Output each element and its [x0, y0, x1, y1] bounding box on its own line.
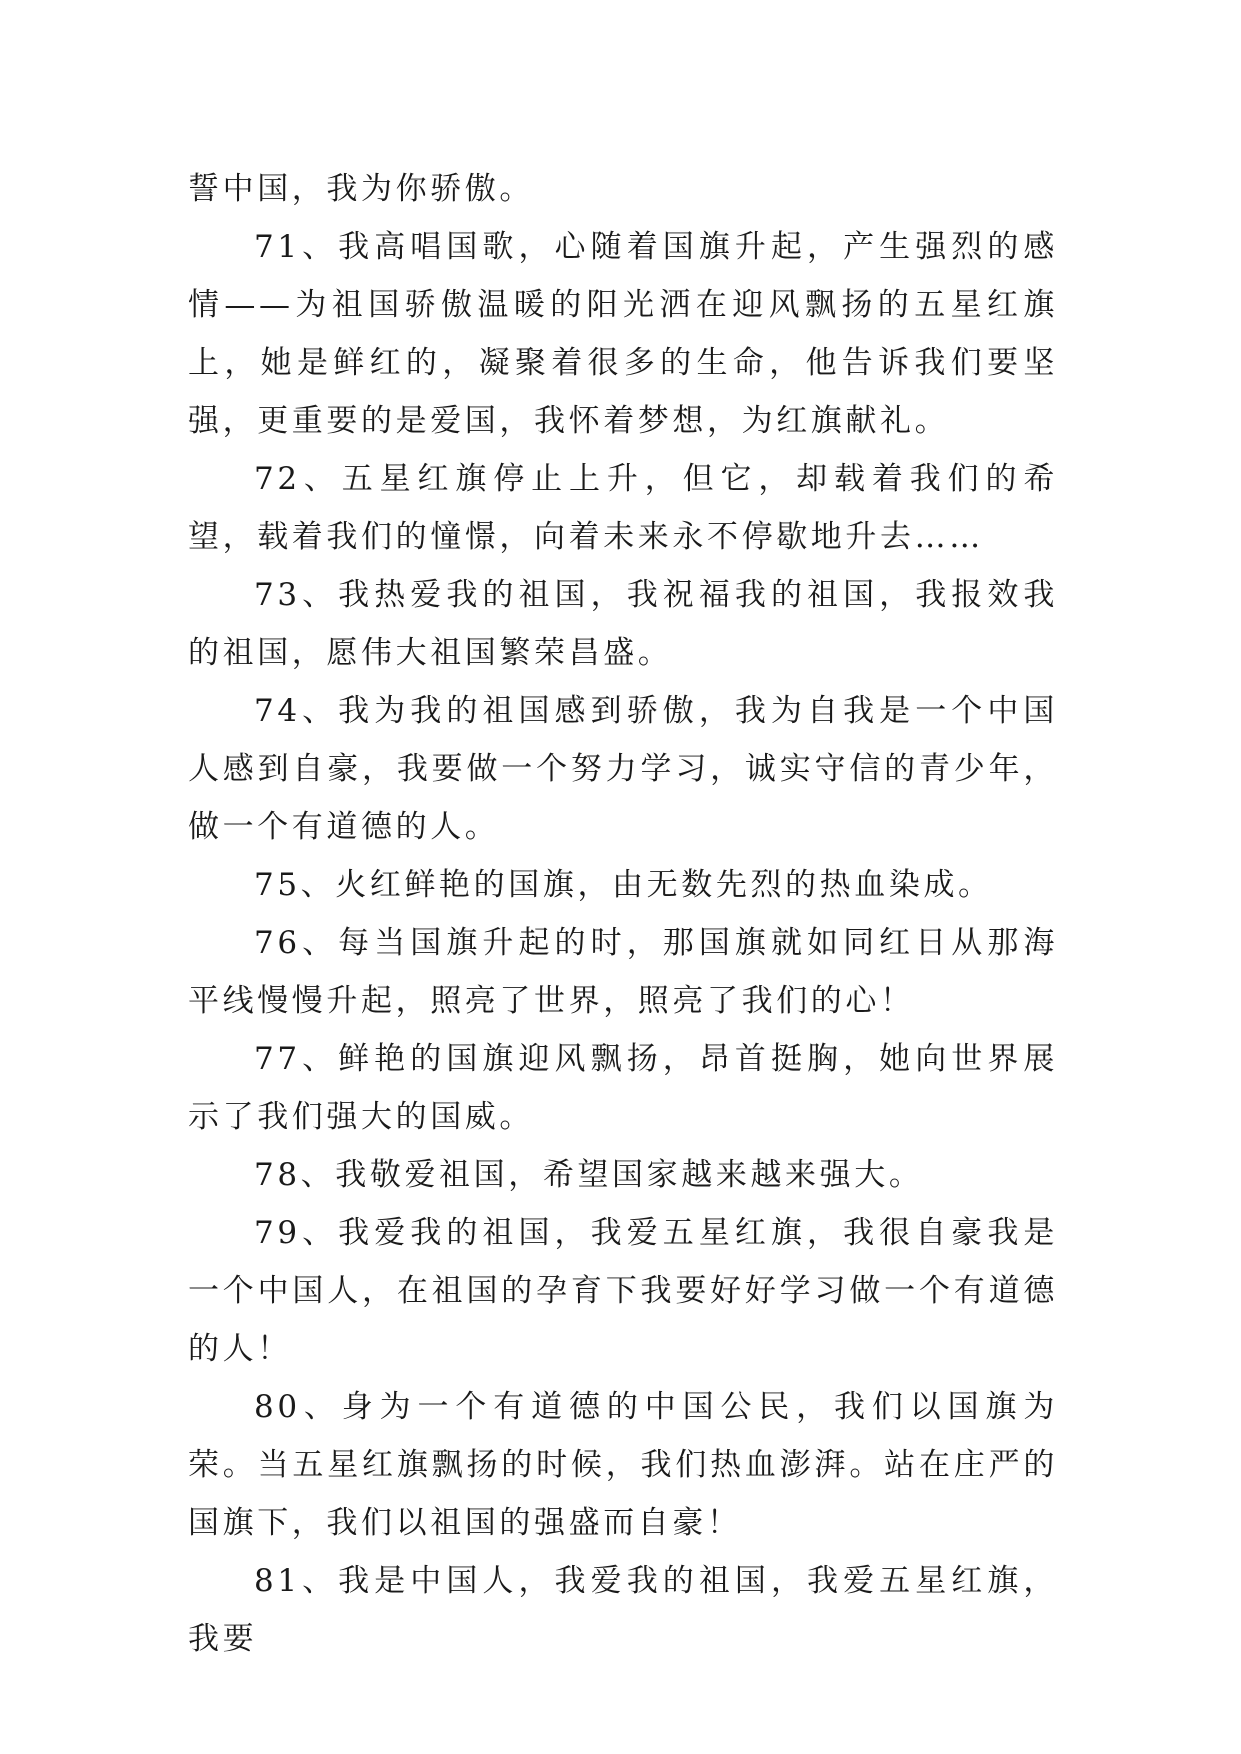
- paragraph-79: 79、我爱我的祖国，我爱五星红旗，我很自豪我是一个中国人，在祖国的孕育下我要好好学习做一个有道德的人！: [188, 1215, 1058, 1367]
- paragraph-74: 74、我为我的祖国感到骄傲，我为自我是一个中国人感到自豪，我要做一个努力学习，诚实守信的青少年，做一个有道德的人。: [188, 693, 1058, 845]
- paragraph-75: 75、火红鲜艳的国旗，由无数先烈的热血染成。: [254, 867, 993, 903]
- paragraph-78: 78、我敬爱祖国，希望国家越来越来强大。: [254, 1157, 924, 1193]
- paragraph-73: 73、我热爱我的祖国，我祝福我的祖国，我报效我的祖国，愿伟大祖国繁荣昌盛。: [188, 577, 1058, 671]
- paragraph-71: 71、我高唱国歌，心随着国旗升起，产生强烈的感情——为祖国骄傲温暖的阳光洒在迎风飘扬的五星红旗上，她是鲜红的，凝聚着很多的生命，他告诉我们要坚强，更重要的是爱国，我怀着梦想，为红旗献礼。: [188, 229, 1058, 439]
- paragraph-76: 76、每当国旗升起的时，那国旗就如同红日从那海平线慢慢升起，照亮了世界，照亮了我们的心！: [188, 925, 1058, 1019]
- paragraph-80: 80、身为一个有道德的中国公民，我们以国旗为荣。当五星红旗飘扬的时候，我们热血澎湃。站在庄严的国旗下，我们以祖国的强盛而自豪！: [188, 1389, 1058, 1541]
- paragraph-continuation: 誓中国，我为你骄傲。: [188, 171, 534, 207]
- paragraph-77: 77、鲜艳的国旗迎风飘扬，昂首挺胸，她向世界展示了我们强大的国威。: [188, 1041, 1058, 1135]
- paragraph-72: 72、五星红旗停止上升，但它，却载着我们的希望，载着我们的憧憬，向着未来永不停歇地升去……: [188, 461, 1058, 555]
- paragraph-81: 81、我是中国人，我爱我的祖国，我爱五星红旗，我要: [188, 1563, 1058, 1657]
- document-body: [188, 160, 1058, 1668]
